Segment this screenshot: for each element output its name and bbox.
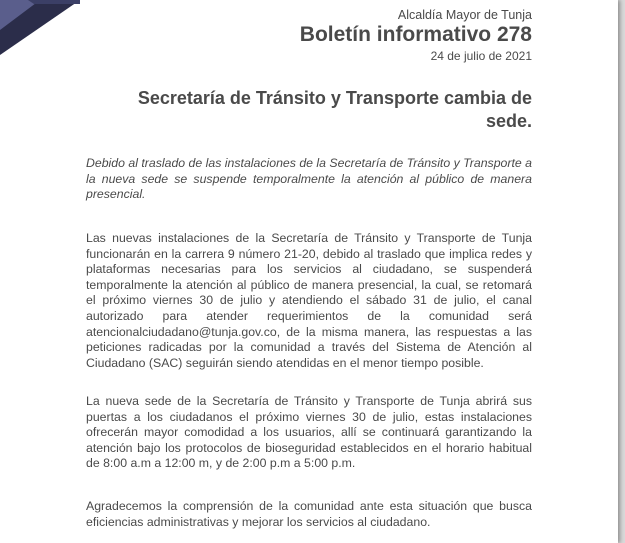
- article-paragraph-3: Agradecemos la comprensión de la comunidad ante esta situación que busca eficiencias administrativas y mejorar los servicios al ciudadano.: [86, 499, 532, 529]
- bulletin-title: Boletín informativo 278: [299, 23, 532, 46]
- document-header: [300, 8, 532, 64]
- article-lead: Debido al traslado de las instalaciones de la Secretaría de Tránsito y Transporte a la nueva sede se suspende temporalmente la atención al público de manera presencial.: [86, 156, 532, 202]
- issuer-name: Alcaldía Mayor de Tunja: [397, 8, 532, 22]
- article-paragraph-2: La nueva sede de la Secretaría de Tránsito y Transporte de Tunja abrirá sus puertas a los ciudadanos el próximo viernes 30 de julio, estas instalaciones ofrecerán mayor comodidad a los usuarios, allí se continuará garantizando la atención bajo los protocolos de bioseguridad establecidos en el horario habitual de 8:00 a.m a 12:00 m, y de 2:00 p.m a 5:00 p.m.: [86, 394, 532, 471]
- bulletin-date: 24 de julio de 2021: [430, 49, 532, 63]
- article-paragraph-1: Las nuevas instalaciones de la Secretaría de Tránsito y Transporte de Tunja funcionarán en la carrera 9 número 21-20, debido al traslado que implica redes y plataformas necesarias para los servicios al ciudadano, se suspenderá temporalmente la atención al público de manera presencial, la cual, se retomará el próximo viernes 30 de julio y atendiendo el sábado 31 de julio, el canal autorizado para atender requerimientos de la comunidad será atencionalciudadano@tunja.gov.co, de la misma manera, las respuestas a las peticiones radicadas por la comunidad a través del Sistema de Atención al Ciudadano (SAC) seguirán siendo atendidas en el menor tiempo posible.: [86, 231, 532, 370]
- article-headline: Secretaría de Tránsito y Transporte cambia de sede.: [137, 88, 532, 131]
- corner-decoration: [0, 0, 80, 80]
